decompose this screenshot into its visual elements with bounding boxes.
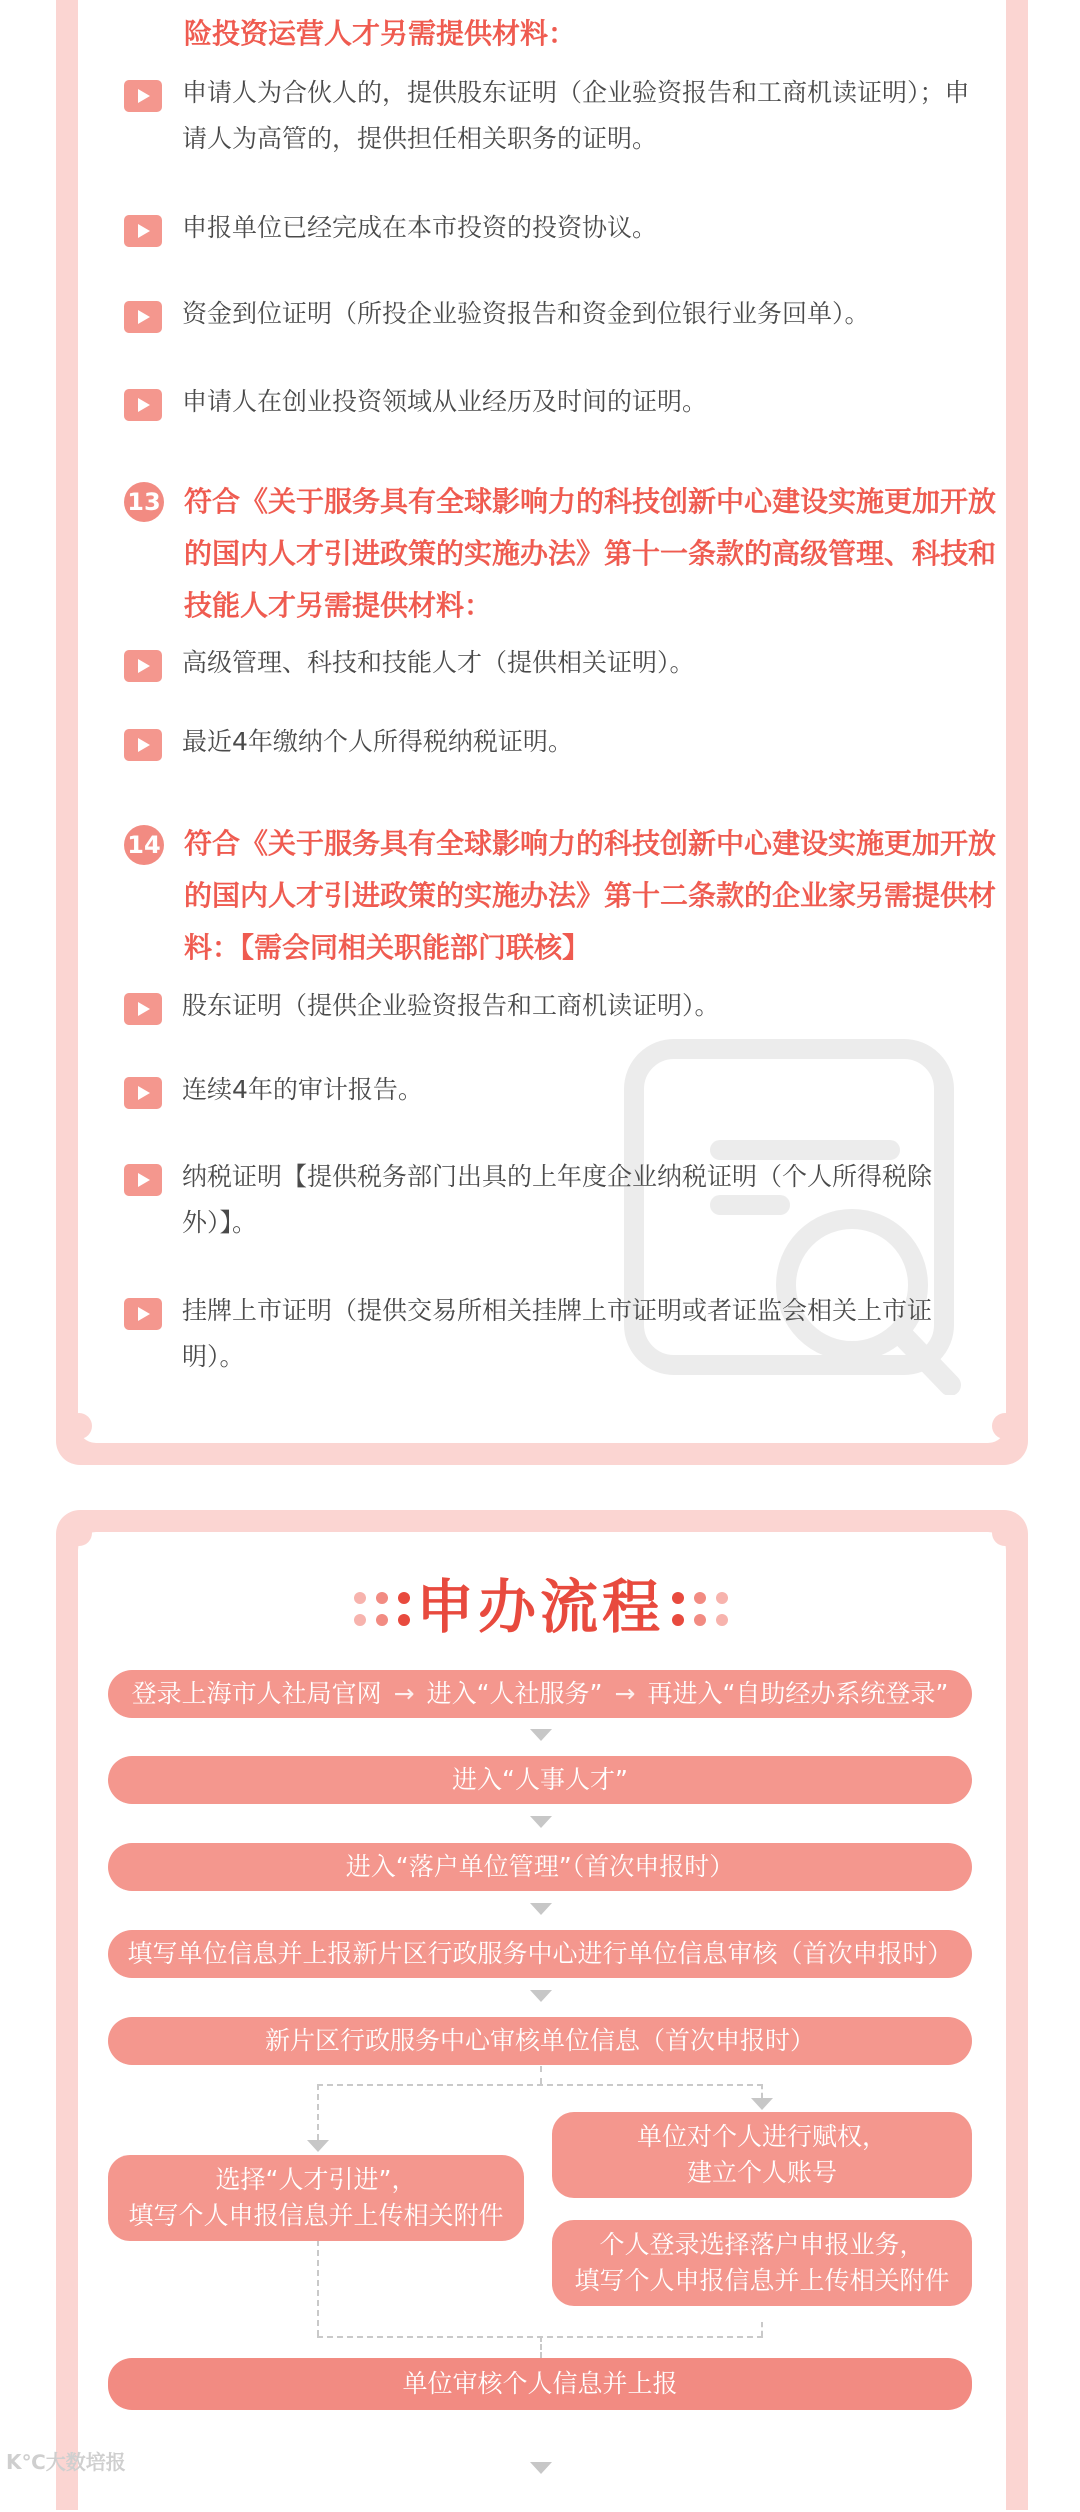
arrow-right-icon: →: [393, 1679, 415, 1708]
process-step: 进入“落户单位管理”（首次申报时）: [108, 1843, 972, 1891]
corner-dot: [992, 1413, 1018, 1439]
corner-dot: [66, 1413, 92, 1439]
process-branch-personal-login: [552, 2220, 972, 2306]
branch-line: 填写个人申报信息并上传相关附件: [574, 2266, 950, 2295]
branch-line: 单位对个人进行赋权，: [636, 2122, 887, 2151]
down-arrow-icon: [530, 1729, 552, 1741]
branch-line: 个人登录选择落户申报业务，: [599, 2230, 925, 2259]
number-circle-icon: 14: [124, 825, 164, 865]
connector-line: [317, 2084, 319, 2140]
down-arrow-icon: [530, 2462, 552, 2474]
process-branch-authorize: [552, 2112, 972, 2198]
requirement-item: 挂牌上市证明（提供交易所相关挂牌上市证明或者证监会相关上市证明）。: [182, 1296, 933, 1371]
process-step: 进入“人事人才”: [108, 1756, 972, 1804]
requirement-item: 资金到位证明（所投企业验资报告和资金到位银行业务回单）。: [182, 299, 870, 328]
connector-line: [761, 2084, 763, 2098]
step-hr-services: 进入“人社服务”: [426, 1679, 603, 1708]
branch-line: 选择“人才引进”，: [215, 2165, 417, 2194]
number-circle-icon: 13: [124, 482, 164, 522]
connector-line: [540, 2336, 542, 2358]
watermark-logo: K℃大数培报: [6, 2450, 126, 2474]
branch-line: 填写个人申报信息并上传相关附件: [128, 2201, 504, 2230]
play-arrow-icon: [124, 1298, 162, 1330]
corner-dot: [992, 1520, 1018, 1546]
connector-line: [317, 2084, 763, 2086]
down-arrow-icon: [530, 1816, 552, 1828]
requirement-item: 纳税证明【提供税务部门出具的上年度企业纳税证明（个人所得税除外）】。: [182, 1162, 933, 1237]
play-arrow-icon: [124, 80, 162, 112]
step-self-service-login: 再进入“自助经办系统登录”: [647, 1679, 949, 1708]
requirement-item: 申请人为合伙人的，提供股东证明（企业验资报告和工商机读证明）；申请人为高管的，提供担任相关职务的证明。: [182, 78, 970, 153]
down-arrow-icon: [307, 2140, 329, 2152]
play-arrow-icon: [124, 389, 162, 421]
play-arrow-icon: [124, 650, 162, 682]
process-branch-talent-import: [108, 2155, 524, 2241]
section-heading: 险投资运营人才另需提供材料：: [184, 17, 577, 50]
process-step-final: 单位审核个人信息并上报: [108, 2358, 972, 2410]
play-arrow-icon: [124, 301, 162, 333]
requirement-item: 高级管理、科技和技能人才（提供相关证明）。: [182, 648, 695, 677]
play-arrow-icon: [124, 215, 162, 247]
process-step: 新片区行政服务中心审核单位信息（首次申报时）: [108, 2017, 972, 2065]
play-arrow-icon: [124, 993, 162, 1025]
step-login-site: 登录上海市人社局官网: [131, 1679, 382, 1708]
process-step: 填写单位信息并上报新片区行政服务中心进行单位信息审核（首次申报时）: [108, 1930, 972, 1978]
down-arrow-icon: [751, 2098, 773, 2110]
branch-line: 建立个人账号: [686, 2158, 837, 2187]
requirement-item: 最近4年缴纳个人所得税纳税证明。: [182, 727, 573, 756]
connector-line: [317, 2240, 319, 2336]
play-arrow-icon: [124, 1077, 162, 1109]
requirement-item: 连续4年的审计报告。: [182, 1075, 423, 1104]
requirement-item: 股东证明（提供企业验资报告和工商机读证明）。: [182, 991, 720, 1020]
down-arrow-icon: [530, 1903, 552, 1915]
process-step-login: [108, 1670, 972, 1718]
connector-line: [540, 2066, 542, 2084]
arrow-right-icon: →: [614, 1679, 636, 1708]
play-arrow-icon: [124, 1164, 162, 1196]
process-title: 申办流程: [415, 1573, 664, 1641]
down-arrow-icon: [530, 1990, 552, 2002]
connector-line: [761, 2322, 763, 2336]
play-arrow-icon: [124, 729, 162, 761]
requirement-item: 申请人在创业投资领域从业经历及时间的证明。: [182, 387, 708, 416]
section-heading: 符合《关于服务具有全球影响力的科技创新中心建设实施更加开放的国内人才引进政策的实施办法》第十一条款的高级管理、科技和技能人才另需提供材料：: [184, 485, 997, 622]
requirement-item: 申报单位已经完成在本市投资的投资协议。: [182, 213, 658, 242]
section-heading: 符合《关于服务具有全球影响力的科技创新中心建设实施更加开放的国内人才引进政策的实施办法》第十二条款的企业家另需提供材料：【需会同相关职能部门联核】: [184, 827, 997, 964]
corner-dot: [66, 1520, 92, 1546]
